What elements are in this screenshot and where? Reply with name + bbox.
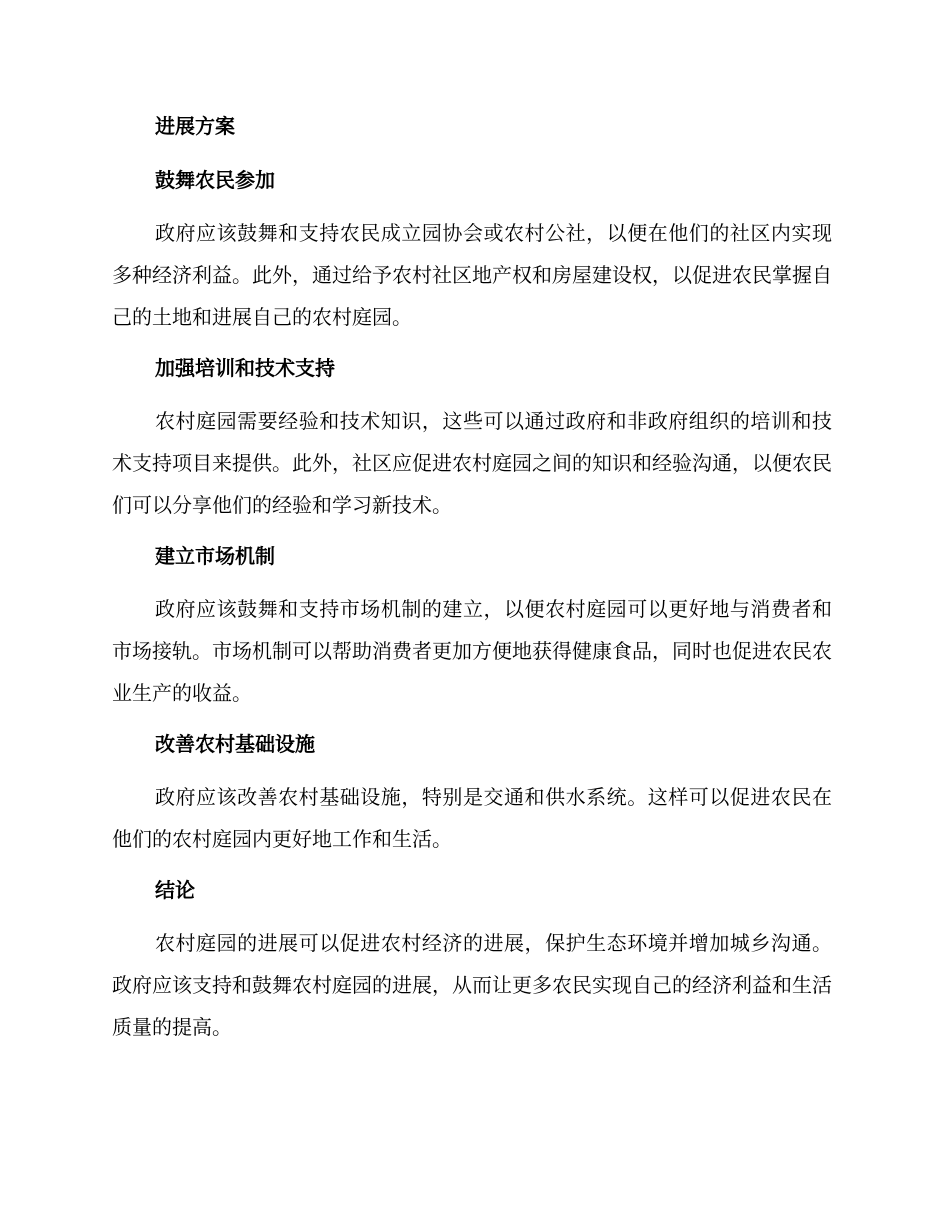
section-paragraph-encourage-farmers: 政府应该鼓舞和支持农民成立园协会或农村公社，以便在他们的社区内实现多种经济利益。此外，通过给予农村社区地产权和房屋建设权，以促进农民掌握自己的土地和进展自己的农村庭园。 — [112, 221, 832, 329]
section-paragraph-market-mechanism: 政府应该鼓舞和支持市场机制的建立，以便农村庭园可以更好地与消费者和市场接轨。市场机制可以帮助消费者更加方便地获得健康食品，同时也促进农民农业生产的收益。 — [112, 597, 832, 705]
section-paragraph-training-support: 农村庭园需要经验和技术知识，这些可以通过政府和非政府组织的培训和技术支持项目来提供。此外，社区应促进农村庭园之间的知识和经验沟通，以便农民们可以分享他们的经验和学习新技术。 — [112, 409, 832, 517]
section-title: 进展方案 — [155, 114, 235, 138]
section-heading-market-mechanism: 建立市场机制 — [155, 544, 275, 568]
document-body — [112, 110, 832, 1048]
section-heading-encourage-farmers: 鼓舞农民参加 — [155, 168, 275, 192]
section-paragraph-conclusion: 农村庭园的进展可以促进农村经济的进展，保护生态环境并增加城乡沟通。政府应该支持和鼓舞农村庭园的进展，从而让更多农民实现自己的经济利益和生活质量的提高。 — [112, 931, 832, 1039]
section-paragraph-infrastructure: 政府应该改善农村基础设施，特别是交通和供水系统。这样可以促进农民在他们的农村庭园内更好地工作和生活。 — [112, 785, 832, 851]
section-heading-infrastructure: 改善农村基础设施 — [155, 732, 315, 756]
section-heading-training-support: 加强培训和技术支持 — [155, 356, 335, 380]
section-heading-conclusion: 结论 — [155, 878, 195, 902]
